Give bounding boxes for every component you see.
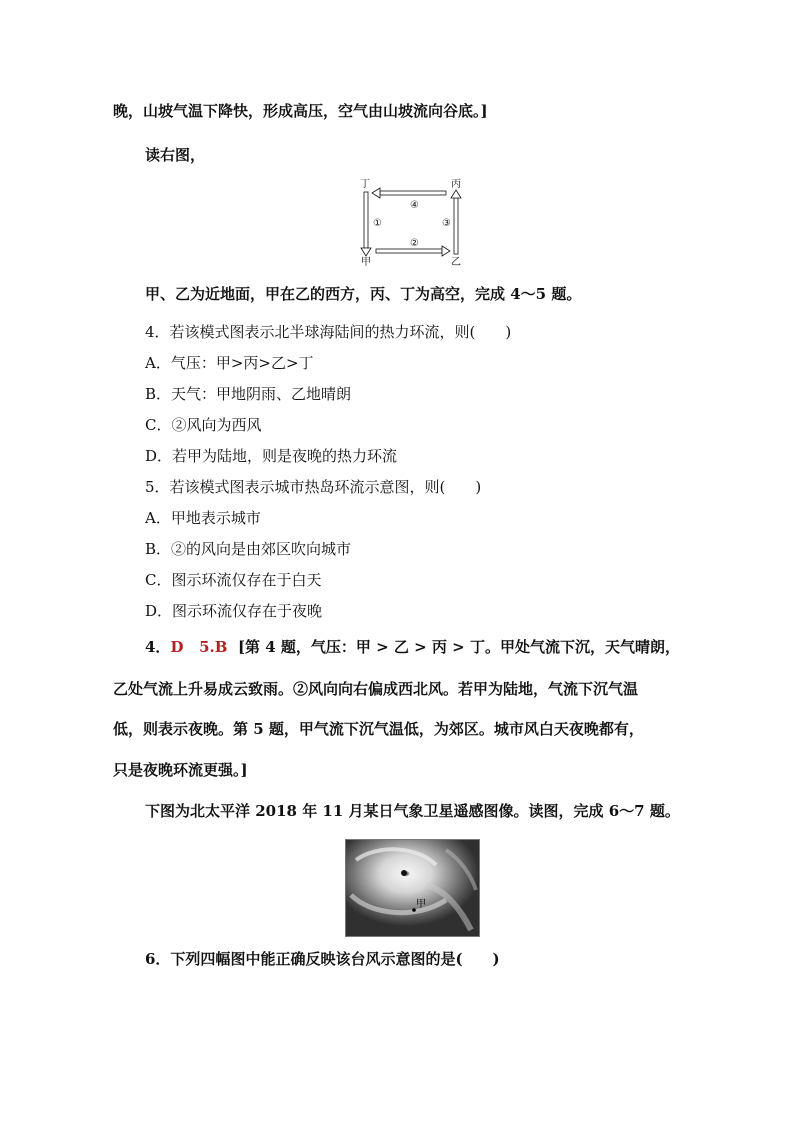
arrow-2-label: ② bbox=[410, 238, 419, 249]
answer-line-1 bbox=[145, 637, 680, 657]
arrow-4-head bbox=[372, 188, 380, 198]
label-yi: 乙 bbox=[451, 257, 461, 268]
label-bing: 丙 bbox=[451, 179, 461, 190]
read-figure-text: 读右图， bbox=[145, 146, 206, 164]
answer-explanation-3: 低，则表示夜晚。第 5 题，甲气流下沉气温低，为郊区。城市风白天夜晚都有， bbox=[113, 720, 644, 738]
answer-prefix: 4． bbox=[145, 638, 171, 656]
intro-continuation: 晚，山坡气温下降快，形成高压，空气由山坡流向谷底。] bbox=[113, 102, 488, 120]
label-ding: 丁 bbox=[360, 179, 370, 190]
answer-explanation-4: 只是夜晚环流更强。] bbox=[113, 761, 248, 779]
point-jia-label: 甲 bbox=[416, 899, 426, 910]
arrow-1-head bbox=[361, 248, 371, 256]
satellite-intro: 下图为北太平洋 2018 年 11 月某日气象卫星遥感图像。读图，完成 6～7 题。 bbox=[145, 802, 680, 820]
q6-stem: 6．下列四幅图中能正确反映该台风示意图的是( ) bbox=[145, 950, 500, 968]
q5-stem: 5．若该模式图表示城市热岛环流示意图，则( ) bbox=[145, 478, 482, 496]
thermal-circulation-diagram bbox=[358, 176, 468, 268]
satellite-typhoon-image bbox=[345, 839, 480, 937]
answer-explanation-1: [第 4 题，气压：甲 > 乙 > 丙 > 丁。甲处气流下沉，天气晴朗， bbox=[237, 638, 680, 656]
arrow-1-label: ① bbox=[373, 218, 382, 229]
q5-option-b: B．②的风向是由郊区吹向城市 bbox=[145, 540, 352, 558]
q5-option-d: D．图示环流仅存在于夜晚 bbox=[145, 602, 323, 620]
answer-4: D bbox=[170, 638, 184, 656]
q5-option-a: A．甲地表示城市 bbox=[145, 509, 261, 527]
label-jia: 甲 bbox=[361, 257, 371, 268]
q4-option-b: B．天气：甲地阴雨、乙地晴朗 bbox=[145, 385, 352, 403]
answer-5: B bbox=[214, 638, 228, 656]
answer-5-num: 5. bbox=[199, 638, 215, 656]
typhoon-eye bbox=[401, 870, 407, 876]
q4-option-d: D．若甲为陆地，则是夜晚的热力环流 bbox=[145, 447, 398, 465]
q4-option-a: A．气压：甲>丙>乙>丁 bbox=[145, 354, 314, 372]
arrow-3-head bbox=[451, 190, 461, 198]
q4-stem: 4．若该模式图表示北半球海陆间的热力环流，则( ) bbox=[145, 323, 512, 341]
arrow-3-label: ③ bbox=[442, 218, 451, 229]
answer-explanation-2: 乙处气流上升易成云致雨。②风向向右偏成西北风。若甲为陆地，气流下沉气温 bbox=[113, 680, 639, 698]
arrow-4-label: ④ bbox=[410, 200, 419, 211]
q5-option-c: C．图示环流仅存在于白天 bbox=[145, 571, 322, 589]
arrow-2-head bbox=[442, 246, 450, 256]
figure-caption: 甲、乙为近地面，甲在乙的西方，丙、丁为高空，完成 4～5 题。 bbox=[145, 285, 582, 303]
q4-option-c: C．②风向为西风 bbox=[145, 416, 262, 434]
